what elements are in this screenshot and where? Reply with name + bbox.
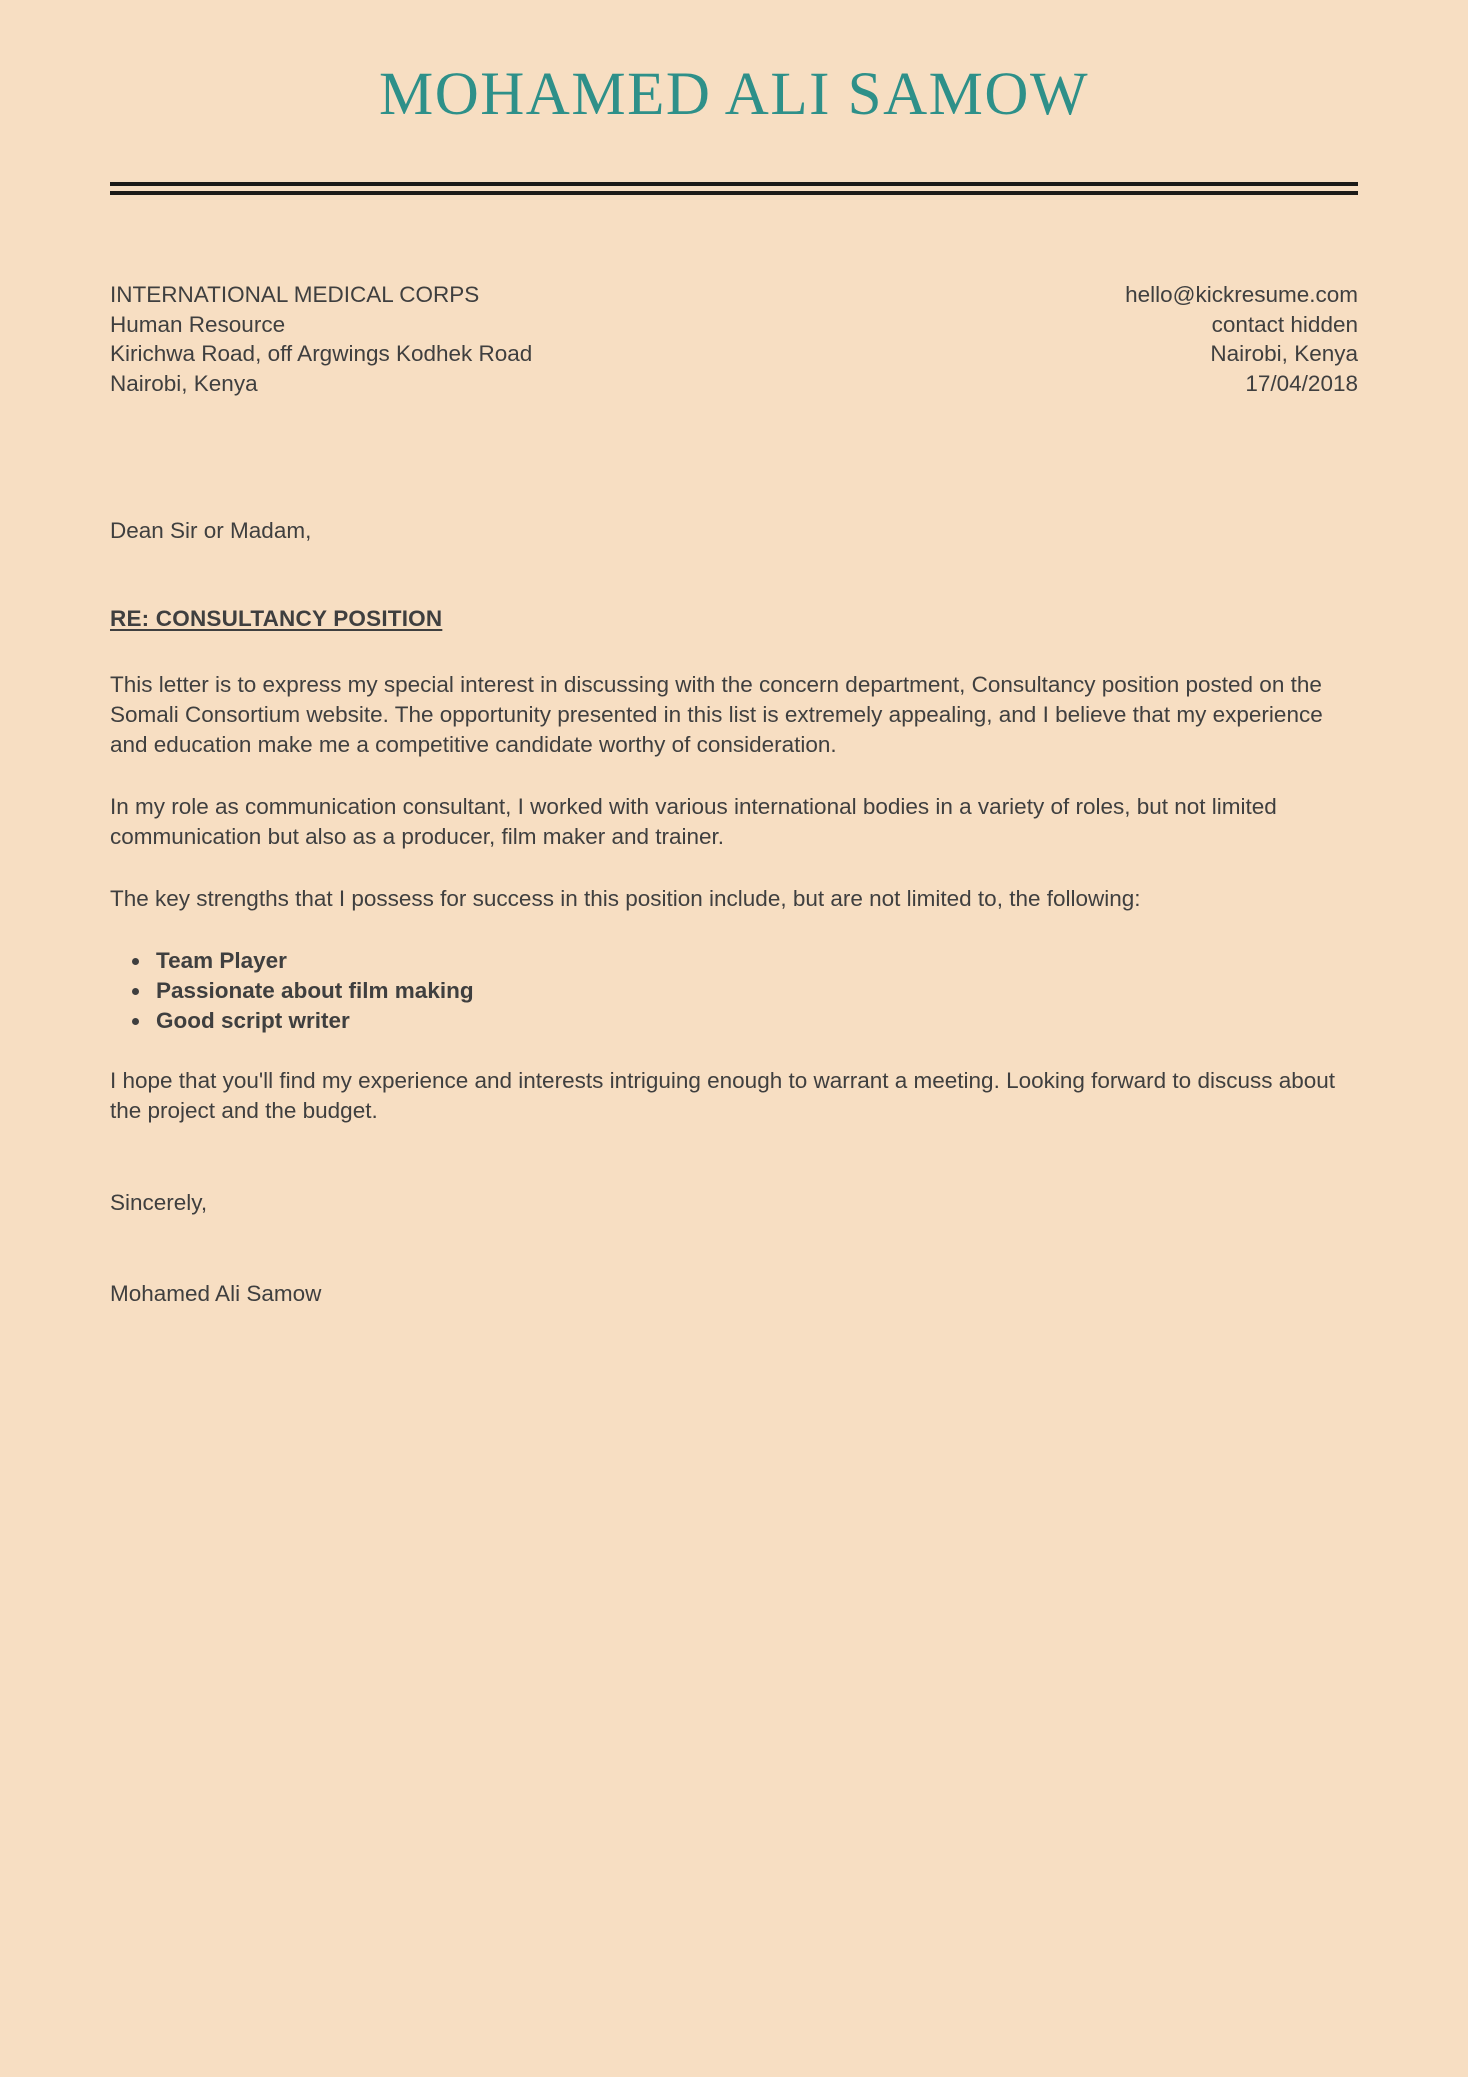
sender-email[interactable]: hello@kickresume.com [1125,282,1358,307]
list-item: • Good script writer [152,1006,1358,1036]
recipient-line-company: INTERNATIONAL MEDICAL CORPS [110,282,480,307]
signature-name: Mohamed Ali Samow [110,1281,322,1306]
page-title: MOHAMED ALI SAMOW [378,61,1090,128]
subject-line: RE: CONSULTANCY POSITION [110,606,443,631]
recipient-line-department: Human Resource [110,311,286,337]
list-item: • Team Player [152,946,1358,976]
recipient-line-street: Kirichwa Road, off Argwings Kodhek Road [110,341,533,366]
body-paragraph-1: This letter is to express my special interest in discussing with the concern department, Consultancy position posted on the Somali Consortium website. The opportunity presented in this list is extremely appealing, and I believe that my experience and education make me a competitive candidate worthy of consideration. [110,672,1323,757]
list-item: • Passionate about film making [152,976,1358,1006]
body-paragraph-3: The key strengths that I possess for success in this position include, but are not limited to, the following: [110,886,1141,911]
letter-body [110,516,1358,1309]
address-block [110,280,1358,398]
letter-date: 17/04/2018 [1245,370,1358,396]
body-paragraph-2: In my role as communication consultant, I worked with various international bodies in a variety of roles, but not limited communication but also as a producer, film maker and trainer. [110,794,1277,849]
sender-phone: contact hidden [1211,311,1358,337]
header-divider [110,182,1358,195]
divider-line-bottom [110,191,1358,195]
key-strengths-list [110,946,1358,1036]
sender-location: Nairobi, Kenya [1210,341,1358,366]
sign-off: Sincerely, [110,1190,208,1215]
sender-contact [1125,280,1358,398]
recipient-line-city: Nairobi, Kenya [110,370,258,396]
salutation: Dean Sir or Madam, [110,518,312,543]
recipient-address [110,280,532,398]
closing-paragraph: I hope that you'll find my experience and interests intriguing enough to warrant a meeting. Looking forward to discuss about the project and the budget. [110,1068,1336,1123]
